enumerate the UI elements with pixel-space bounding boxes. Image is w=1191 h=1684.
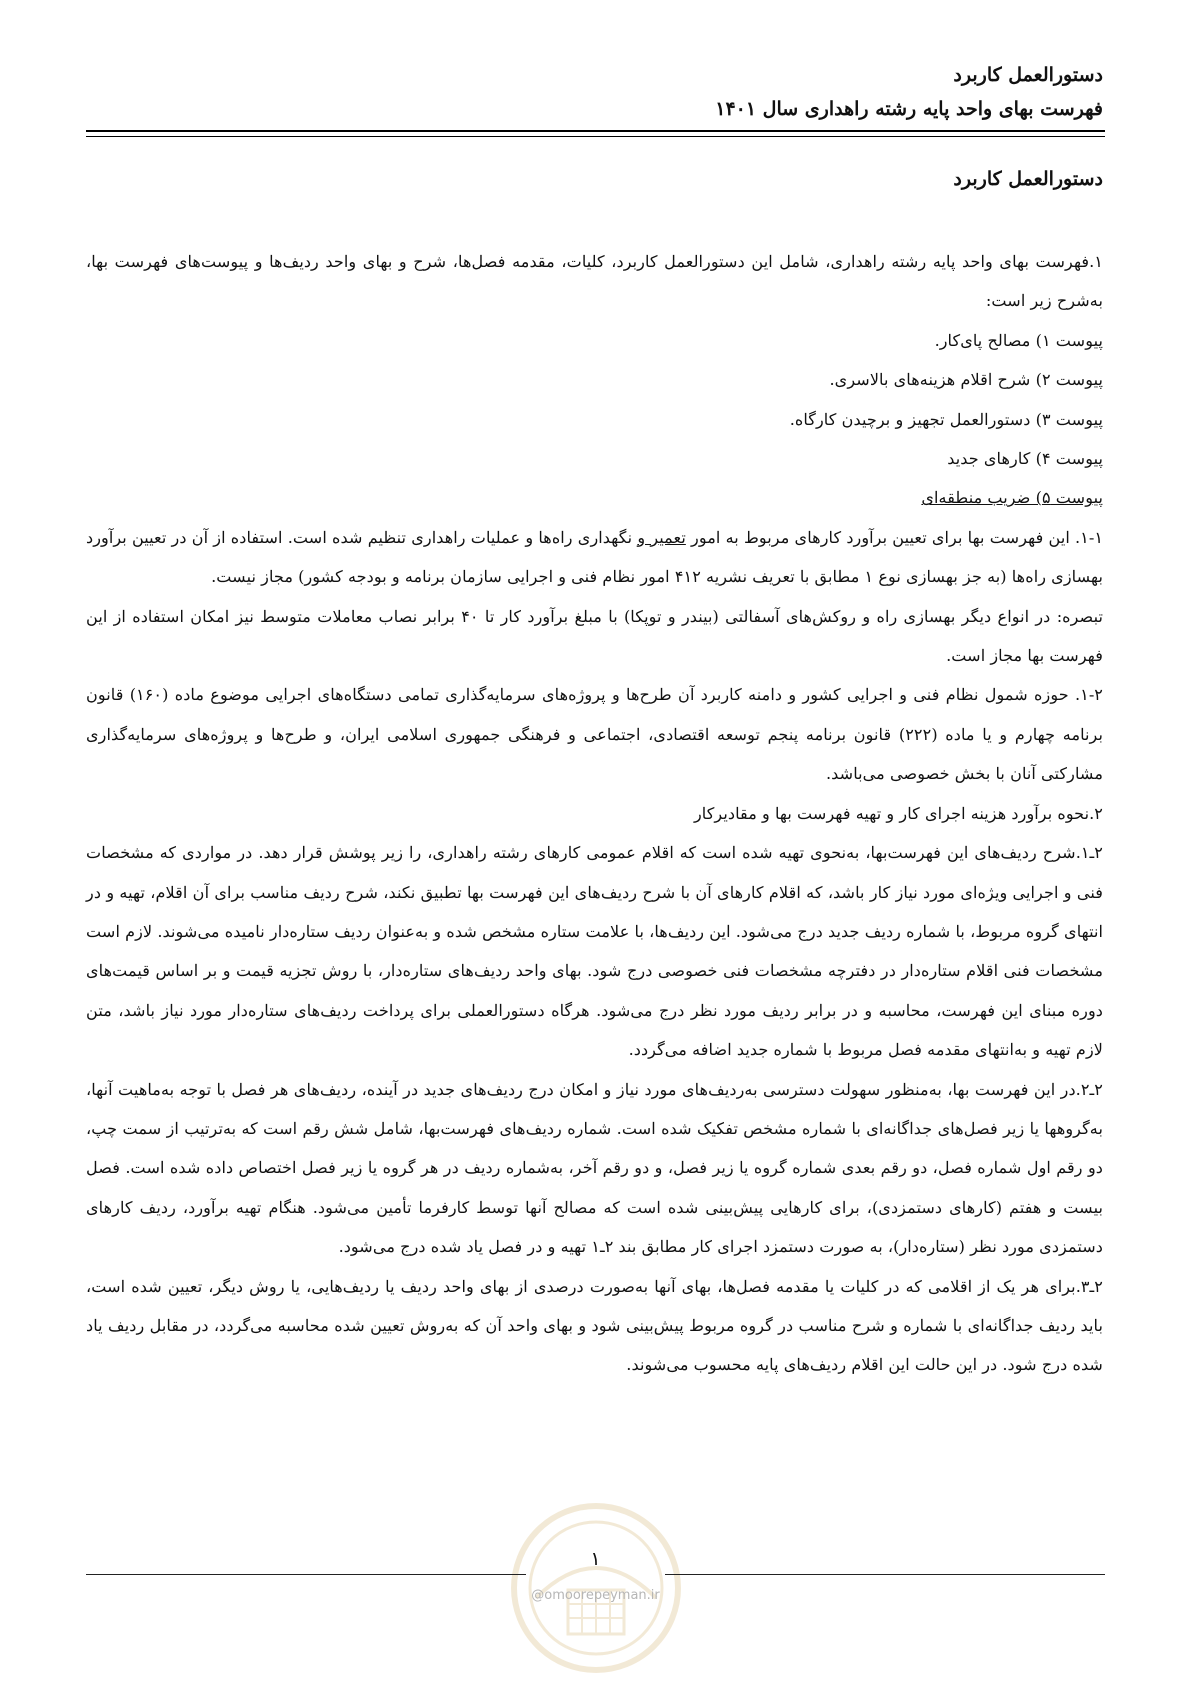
header-subtitle: فهرست بهای واحد پایه رشته راهداری سال ۱۴۰۱ xyxy=(715,98,1103,120)
paragraph-1-1-underlined: تعمیر و xyxy=(637,527,686,547)
page-number: ۱ xyxy=(590,1548,601,1570)
paragraph-1-2: ۱-۲. حوزه شمول نظام فنی و اجرایی کشور و دامنه کاربرد آن طرح‌ها و پروژه‌های سرمایه‌گذاری تمامی دستگاه‌های اجرایی موضوع ماده (۱۶۰) قانون برنامه چهارم و یا ماده (۲۲۲) قانون برنامه پنجم توسعه اقتصادی، اجتماعی و فرهنگی جمهوری اسلامی ایران، و طرح‌ها و پروژه‌های سرمایه‌گذاری مشارکتی آنان با بخش خصوصی می‌باشد. xyxy=(86,685,1103,784)
note-paragraph: تبصره: در انواع دیگر بهسازی راه و روکش‌های آسفالتی (بیندر و توپکا) با مبلغ برآورد کار تا ۴۰ برابر نصاب معاملات متوسط نیز امکان استفاده از این فهرست بها مجاز است. xyxy=(86,606,1103,666)
paragraph-2-2: ۲ـ۲.در این فهرست بها، به‌منظور سهولت دسترسی به‌ردیف‌های مورد نیاز و امکان درج ردیف‌های جدید در آینده، ردیف‌های هر فصل با توجه به‌ماهیت آنها، به‌گروهها یا زیر فصل‌های جداگانه‌ای با شماره مشخص تفکیک شده است. شماره ردیف‌های فهرست‌بها، شامل شش رقم است که به‌ترتیب از سمت چپ، دو رقم اول شماره فصل، دو رقم بعدی شماره گروه یا زیر فصل، و دو رقم آخر، به‌شماره ردیف در هر گروه یا زیر فصل اختصاص داده شده است. فصل بیست و هفتم (کارهای دستمزدی)، برای کارهایی پیش‌بینی شده است که مصالح آنها توسط کارفرما تأمین می‌شود. هنگام تهیه برآورد، ردیف کارهای دستمزدی مورد نظر (ستاره‌دار)، به صورت دستمزد اجرای کار مطابق بند ۲ـ۱ تهیه و در فصل یاد شده درج می‌شود. xyxy=(86,1079,1103,1257)
appendix-item-5-text: پیوست ۵) ضریب منطقه‌ای xyxy=(921,488,1103,508)
appendix-item-1: پیوست ۱) مصالح پای‌کار. xyxy=(934,330,1103,350)
footer-rule-left xyxy=(86,1574,526,1575)
paragraph-2-1: ۲ـ۱.شرح ردیف‌های این فهرست‌بها، به‌نحوی تهیه شده است که اقلام عمومی کارهای رشته راهداری، را زیر پوشش قرار دهد. در مواردی که مشخصات فنی و اجرایی ویژه‌ای مورد نیاز کار باشد، که اقلام کارهای آن با شرح ردیف‌های این فهرست بها تطبیق نکند، شرح ردیف مناسب برای آن اقلام، تهیه و در انتهای گروه مربوط، با شماره ردیف جدید درج می‌شود. این ردیف‌ها، با علامت ستاره مشخص شده و به‌عنوان ردیف ستاره‌دار نامیده می‌شوند. لازم است مشخصات فنی اقلام ستاره‌دار در دفترچه مشخصات فنی خصوصی درج شود. بهای واحد ردیف‌های ستاره‌دار، با روش تجزیه قیمت و بر اساس قیمت‌های دوره مبنای این فهرست، محاسبه و در برابر ردیف مورد نظر درج می‌شود. هرگاه دستورالعملی برای پرداخت ردیف‌های ستاره‌دار مورد نیاز باشد، متن لازم تهیه و به‌انتهای مقدمه فصل مربوط با شماره جدید اضافه می‌گردد. xyxy=(86,843,1103,1060)
paragraph-1-1-end: نگهداری راه‌ها و عملیات راهداری تنظیم شده است. استفاده از آن در تعیین برآورد بهسازی راه‌ها (به جز بهسازی نوع ۱ مطابق با تعریف نشریه ۴۱۲ امور نظام فنی و اجرایی سازمان برنامه و بودجه کشور) مجاز نیست. xyxy=(86,527,1103,587)
intro-paragraph: ۱.فهرست بهای واحد پایه رشته راهداری، شامل این دستورالعمل کاربرد، کلیات، مقدمه فصل‌ها، شرح و بهای واحد ردیف‌ها و پیوست‌های فهرست بها، به‌شرح زیر است: xyxy=(86,252,1103,311)
document-body xyxy=(86,242,1103,1385)
section-title: دستورالعمل کاربرد xyxy=(953,168,1103,190)
appendix-item-5 xyxy=(86,478,1103,517)
header-title: دستورالعمل کاربرد xyxy=(953,64,1103,86)
paragraph-1-1-start: ۱-۱. این فهرست بها برای تعیین برآورد کارهای مربوط به امور xyxy=(685,527,1104,547)
appendix-item-4: پیوست ۴) کارهای جدید xyxy=(947,449,1103,469)
paragraph-2-3: ۲ـ۳.برای هر یک از اقلامی که در کلیات یا مقدمه فصل‌ها، بهای آنها به‌صورت درصدی از بهای واحد ردیف یا ردیف‌هایی، یا روش دیگر، تعیین شده است، باید ردیف جداگانه‌ای با شماره و شرح مناسب در گروه مربوط پیش‌بینی شود و بهای واحد آن که به‌روش تعیین شده محاسبه می‌گردد، در مقابل ردیف یاد شده درج شود. در این حالت این اقلام ردیف‌های پایه محسوب می‌شوند. xyxy=(86,1276,1103,1375)
header-rule-thin xyxy=(86,136,1105,137)
document-header xyxy=(88,58,1103,126)
header-rule-thick xyxy=(86,130,1105,132)
footer-watermark-text: @omoorepeyman.ir xyxy=(531,1588,660,1603)
appendix-item-3: پیوست ۳) دستورالعمل تجهیز و برچیدن کارگاه. xyxy=(789,409,1103,429)
appendix-item-2: پیوست ۲) شرح اقلام هزینه‌های بالاسری. xyxy=(829,370,1103,390)
footer-rule-right xyxy=(665,1574,1105,1575)
paragraph-1-1 xyxy=(86,518,1103,597)
paragraph-2-heading: ۲.نحوه برآورد هزینه اجرای کار و تهیه فهرست بها و مقادیرکار xyxy=(693,803,1103,823)
